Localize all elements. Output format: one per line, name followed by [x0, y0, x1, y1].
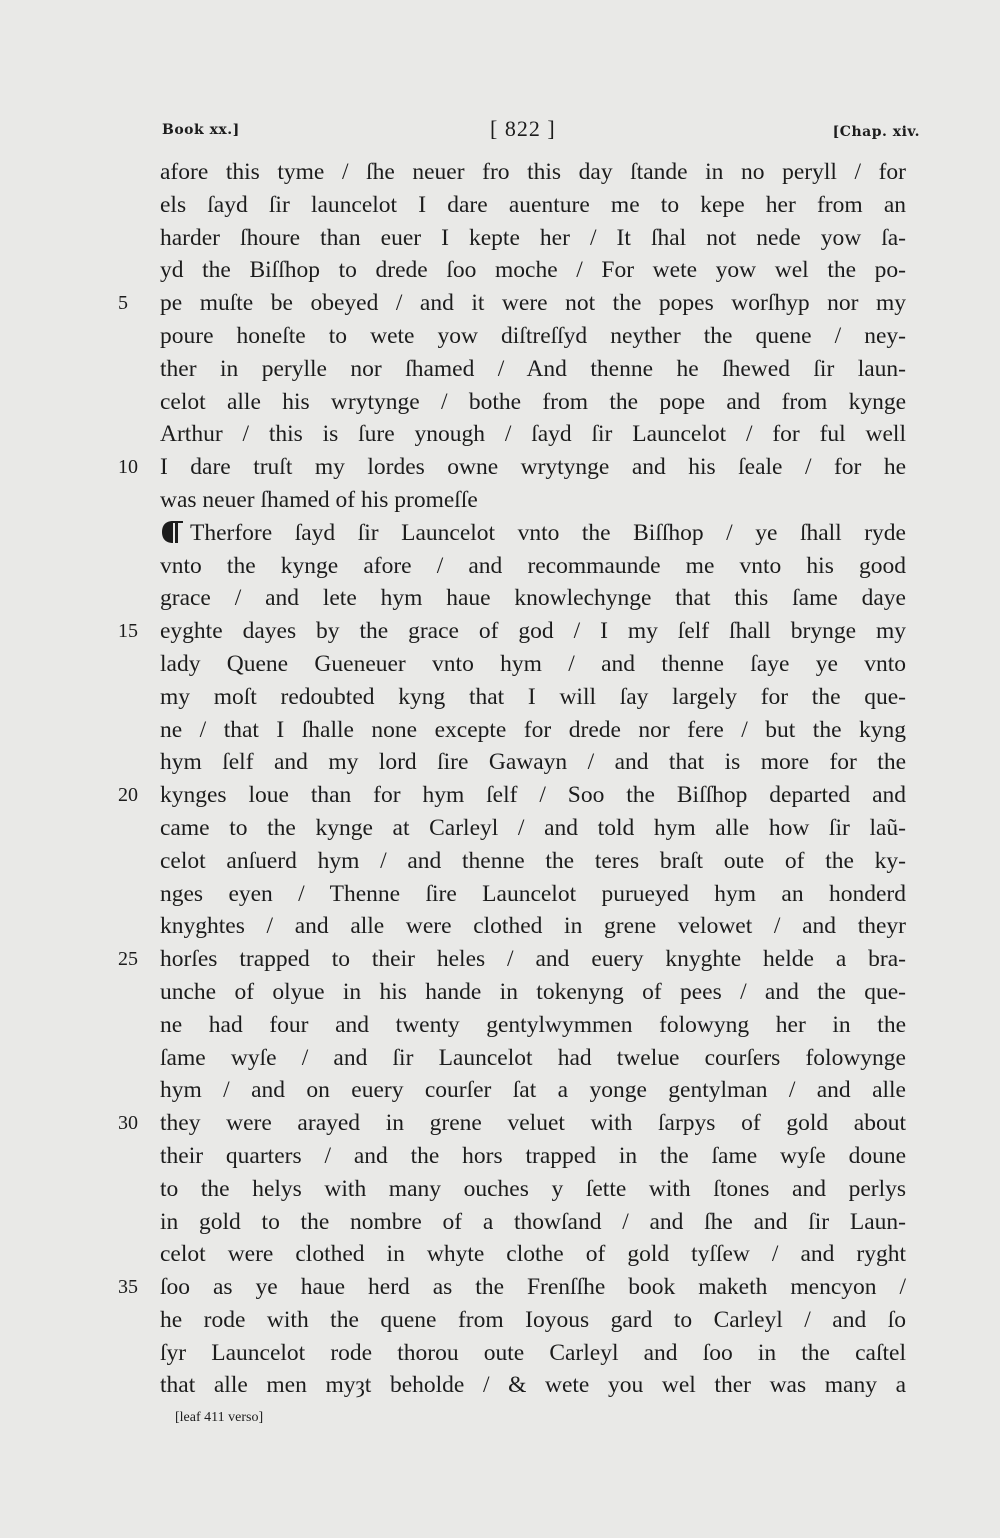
leaf-note: [leaf 411 verso]	[175, 1410, 264, 1425]
line-text: Therfore ſayd ſir Launcelot vnto the Biſſhop / ye ſhall ryde	[190, 519, 906, 546]
line-text: ſoo as ye haue herd as the Frenſſhe book maketh mencyon /	[160, 1274, 906, 1301]
line-text: came to the kynge at Carleyl / and told hym alle how ſir laũ-	[160, 814, 906, 841]
line-text: their quarters / and the hors trapped in the ſame wyſe doune	[160, 1142, 906, 1169]
text-line	[160, 254, 906, 287]
paragraph-mark-icon	[160, 519, 184, 543]
text-line	[160, 517, 906, 550]
line-number: 20	[118, 784, 138, 807]
text-line	[160, 1337, 906, 1370]
line-text: ſyr Launcelot rode thorou oute Carleyl and ſoo in the caſtel	[160, 1339, 906, 1366]
text-line	[118, 615, 906, 648]
line-text: lady Quene Gueneuer vnto hym / and thenne ſaye ye vnto	[160, 650, 906, 677]
chapter-number: [Chap. xiv.	[832, 124, 920, 140]
text-line	[160, 386, 906, 419]
text-line	[160, 1304, 906, 1337]
line-text: ne / that I ſhalle none excepte for drede nor fere / but the kyng	[160, 716, 906, 743]
line-text: my moſt redoubted kyng that I will ſay largely for the que-	[160, 683, 906, 710]
text-line	[160, 222, 906, 255]
line-text: nges eyen / Thenne ſire Launcelot purueyed hym an honderd	[160, 880, 906, 907]
line-text: unche of olyue in his hande in tokenyng of pees / and the que-	[160, 978, 906, 1005]
line-number: 5	[118, 292, 128, 315]
line-text: ther in perylle nor ſhamed / And thenne he ſhewed ſir laun-	[160, 355, 906, 382]
text-line	[160, 1042, 906, 1075]
text-line	[160, 812, 906, 845]
running-header	[160, 118, 920, 148]
text-line	[118, 1107, 906, 1140]
line-text: yd the Biſſhop to drede ſoo moche / For wete yow wel the po-	[160, 257, 906, 284]
text-line	[160, 320, 906, 353]
line-number: 10	[118, 456, 138, 479]
text-line	[160, 714, 906, 747]
line-text: he rode with the quene from Ioyous gard to Carleyl / and ſo	[160, 1306, 906, 1333]
line-text: kynges loue than for hym ſelf / Soo the Biſſhop departed and	[160, 782, 906, 809]
page-number: [ 822 ]	[490, 116, 556, 141]
line-text: horſes trapped to their heles / and euery knyghte helde a bra-	[160, 946, 906, 973]
line-text: afore this tyme / ſhe neuer fro this day ſtande in no peryll / for	[160, 159, 906, 185]
text-line	[160, 1173, 906, 1206]
text-line	[160, 1009, 906, 1042]
text-line	[160, 353, 906, 386]
body-text	[118, 156, 906, 1402]
line-text: celot anſuerd hym / and thenne the teres braſt oute of the ky-	[160, 847, 906, 874]
text-line	[160, 1369, 906, 1402]
line-text: grace / and lete hym haue knowlechynge that this ſame daye	[160, 585, 906, 612]
line-text: hym ſelf and my lord ſire Gawayn / and that is more for the	[160, 749, 906, 776]
text-line	[160, 1206, 906, 1239]
text-line	[160, 189, 906, 222]
line-text: in gold to the nombre of a thowſand / and ſhe and ſir Laun-	[160, 1208, 906, 1235]
text-line	[160, 878, 906, 911]
line-text: celot were clothed in whyte clothe of gold tyſſew / and ryght	[160, 1241, 906, 1268]
book-number: Book xx.]	[162, 122, 240, 138]
text-line	[160, 550, 906, 583]
line-text: poure honeſte to wete yow diſtreſſyd neyther the quene / ney-	[160, 322, 906, 349]
line-text: ſame wyſe / and ſir Launcelot had twelue courſers folowynge	[160, 1044, 906, 1071]
line-text: hym / and on euery courſer ſat a yonge gentylman / and alle	[160, 1077, 906, 1104]
text-line	[160, 582, 906, 615]
text-line	[160, 845, 906, 878]
line-number: 30	[118, 1112, 138, 1135]
line-number: 15	[118, 620, 138, 643]
text-line	[118, 779, 906, 812]
text-line	[160, 484, 906, 517]
text-line	[118, 1271, 906, 1304]
text-line	[118, 451, 906, 484]
line-text: to the helys with many ouches y ſette with ſtones and perlys	[160, 1175, 906, 1202]
text-line	[160, 1074, 906, 1107]
text-line	[160, 976, 906, 1009]
line-number: 35	[118, 1276, 138, 1299]
text-line	[160, 746, 906, 779]
line-text: ne had four and twenty gentylwymmen folowyng her in the	[160, 1011, 906, 1038]
text-line	[160, 1238, 906, 1271]
text-line	[160, 1140, 906, 1173]
line-text: celot alle his wrytynge / bothe from the pope and from kynge	[160, 388, 906, 415]
line-text: knyghtes / and alle were clothed in grene velowet / and theyr	[160, 913, 906, 940]
line-text: harder ſhoure than euer I kepte her / It ſhal not nede yow ſa-	[160, 224, 906, 251]
text-line	[118, 943, 906, 976]
line-text: they were arayed in grene veluet with ſarpys of gold about	[160, 1110, 906, 1137]
text-line	[160, 156, 906, 189]
text-line	[160, 648, 906, 681]
text-line	[160, 418, 906, 451]
line-text: that alle men myȝt beholde / & wete you wel ther was many a	[160, 1372, 906, 1399]
line-text: Arthur / this is ſure ynough / ſayd ſir Launcelot / for ful well	[160, 421, 906, 448]
text-line	[160, 681, 906, 714]
line-number: 25	[118, 948, 138, 971]
line-text: vnto the kynge afore / and recommaunde me vnto his good	[160, 552, 906, 579]
line-text: els ſayd ſir launcelot I dare auenture me to kepe her from an	[160, 191, 906, 218]
line-text: was neuer ſhamed of his promeſſe	[160, 486, 478, 513]
text-line	[160, 910, 906, 943]
line-text: eyghte dayes by the grace of god / I my ſelf ſhall brynge my	[160, 618, 906, 645]
line-text: pe muſte be obeyed / and it were not the popes worſhyp nor my	[160, 290, 906, 317]
line-text: I dare truſt my lordes owne wrytynge and his ſeale / for he	[160, 454, 906, 481]
text-line	[118, 287, 906, 320]
